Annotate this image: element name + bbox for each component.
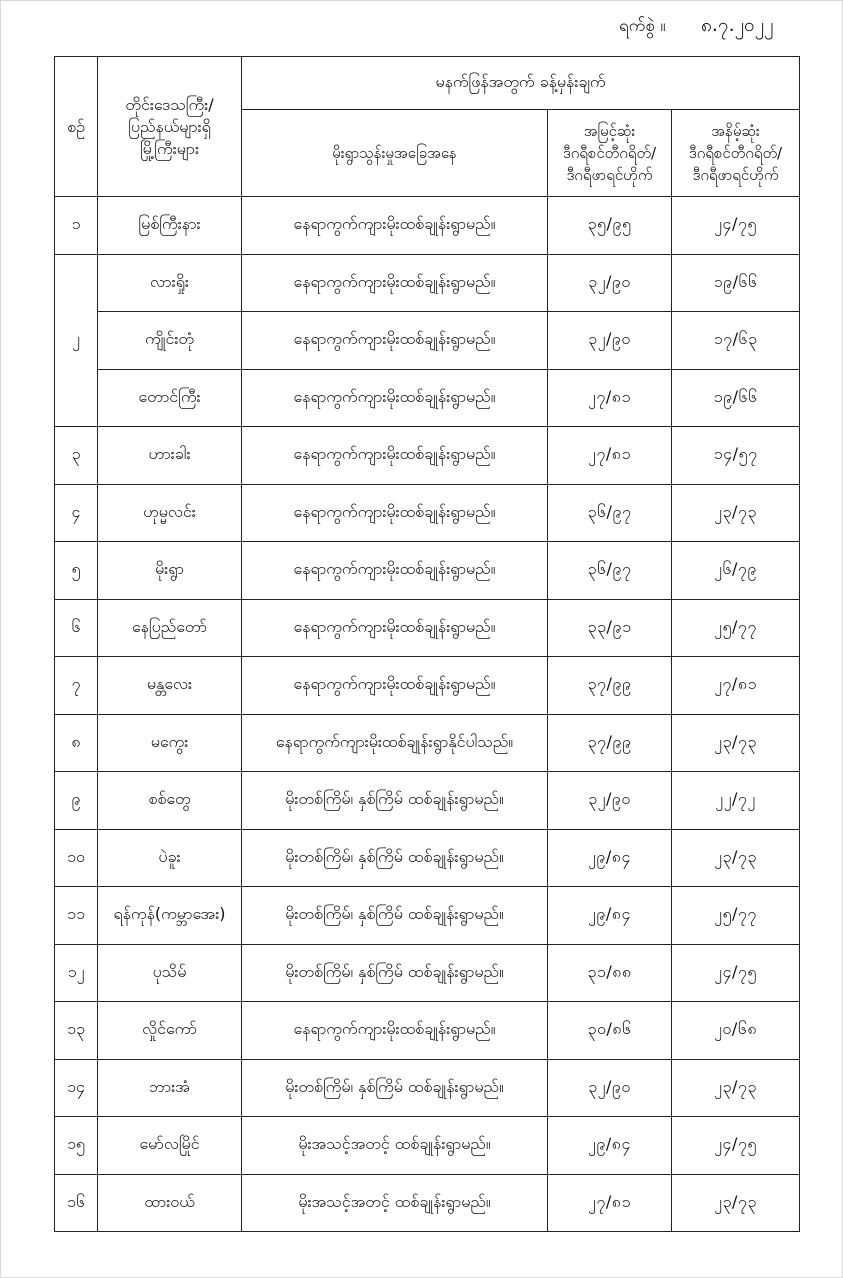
rain-condition: နေရာကွက်ကျားမိုးထစ်ချုန်းရွာမည်။ [242, 254, 548, 312]
header-region-line2: ပြည်နယ်များရှိ [128, 116, 211, 136]
city-name: နေပြည်တော် [98, 599, 242, 657]
rain-condition: မိုးတစ်ကြိမ်၊ နှစ်ကြိမ် ထစ်ချုန်းရွာမည်။ [242, 772, 548, 830]
rain-condition: နေရာကွက်ကျားမိုးထစ်ချုန်းရွာမည်။ [242, 312, 548, 370]
city-name: ထားဝယ် [98, 1174, 242, 1232]
max-temp: ၃၁/၈၈ [548, 944, 672, 1002]
max-temp: ၂၉/၈၄ [548, 887, 672, 945]
min-temp: ၁၉/၆၆ [672, 254, 800, 312]
max-temp: ၂၇/၈၁ [548, 427, 672, 485]
header-region-line3: မြို့ကြီးများ [139, 138, 199, 158]
table-row [55, 369, 800, 427]
header-min-line3: ဒီဂရီဖာရင်ဟိုက် [692, 166, 779, 184]
rain-condition: နေရာကွက်ကျားမိုးထစ်ချုန်းရွာနိုင်ပါသည်။ [242, 714, 548, 772]
max-temp: ၃၆/၉၇ [548, 542, 672, 600]
rain-condition: မိုးတစ်ကြိမ်၊ နှစ်ကြိမ် ထစ်ချုန်းရွာမည်။ [242, 1059, 548, 1117]
city-name: မိုးရွာ [98, 542, 242, 600]
rain-condition: နေရာကွက်ကျားမိုးထစ်ချုန်းရွာမည်။ [242, 542, 548, 600]
row-number: ၈ [55, 714, 98, 772]
city-name: လှိုင်ကော် [98, 1002, 242, 1060]
row-number: ၉ [55, 772, 98, 830]
min-temp: ၂၃/၇၃ [672, 484, 800, 542]
row-number: ၁၃ [55, 1002, 98, 1060]
row-number: ၄ [55, 484, 98, 542]
rain-condition: မိုးအသင့်အတင့် ထစ်ချုန်းရွာမည်။ [242, 1117, 548, 1175]
max-temp: ၃၇/၉၉ [548, 657, 672, 715]
max-temp: ၂၇/၈၁ [548, 1174, 672, 1232]
city-name: လားရှိုး [98, 254, 242, 312]
header-max-temp [548, 110, 672, 197]
row-number: ၇ [55, 657, 98, 715]
min-temp: ၂၃/၇၃ [672, 714, 800, 772]
min-temp: ၂၅/၇၇ [672, 887, 800, 945]
rain-condition: နေရာကွက်ကျားမိုးထစ်ချုန်းရွာမည်။ [242, 369, 548, 427]
row-number: ၂ [55, 254, 98, 427]
forecast-table [54, 56, 800, 1232]
header-region [98, 57, 242, 197]
row-number: ၁၁ [55, 887, 98, 945]
row-number: ၆ [55, 599, 98, 657]
max-temp: ၃၇/၉၉ [548, 714, 672, 772]
table-row [55, 197, 800, 255]
table-row [55, 484, 800, 542]
max-temp: ၂၉/၈၄ [548, 1117, 672, 1175]
min-temp: ၂၃/၇၃ [672, 829, 800, 887]
min-temp: ၁၇/၆၃ [672, 312, 800, 370]
rain-condition: မိုးတစ်ကြိမ်၊ နှစ်ကြိမ် ထစ်ချုန်းရွာမည်။ [242, 829, 548, 887]
min-temp: ၂၃/၇၃ [672, 1174, 800, 1232]
max-temp: ၃၂/၉၀ [548, 772, 672, 830]
max-temp: ၃၀/၈၆ [548, 1002, 672, 1060]
row-number: ၅ [55, 542, 98, 600]
row-number: ၁၆ [55, 1174, 98, 1232]
table-row [55, 427, 800, 485]
min-temp: ၂၄/၇၅ [672, 1117, 800, 1175]
min-temp: ၂၇/၈၁ [672, 657, 800, 715]
city-name: တောင်ကြီး [98, 369, 242, 427]
table-row [55, 944, 800, 1002]
min-temp: ၁၄/၅၇ [672, 427, 800, 485]
table-row [55, 312, 800, 370]
city-name: ပုသိမ် [98, 944, 242, 1002]
max-temp: ၂၇/၈၁ [548, 369, 672, 427]
table-row [55, 829, 800, 887]
city-name: ဟုမ္မလင်း [98, 484, 242, 542]
header-row-top [55, 57, 800, 110]
city-name: မန္တလေး [98, 657, 242, 715]
rain-condition: နေရာကွက်ကျားမိုးထစ်ချုန်းရွာမည်။ [242, 599, 548, 657]
date-label: ရက်စွဲ ။ [619, 15, 666, 36]
row-number: ၁၄ [55, 1059, 98, 1117]
header-max-line2: ဒီဂရီစင်တီဂရိတ်/ [562, 144, 657, 162]
city-name: မကွေး [98, 714, 242, 772]
row-number: ၁၅ [55, 1117, 98, 1175]
city-name: ဘားအံ [98, 1059, 242, 1117]
max-temp: ၃၂/၉၀ [548, 312, 672, 370]
header-max-line3: ဒီဂရီဖာရင်ဟိုက် [566, 166, 653, 184]
max-temp: ၃၂/၉၀ [548, 1059, 672, 1117]
table-row [55, 599, 800, 657]
min-temp: ၂၆/၇၉ [672, 542, 800, 600]
city-name: ပဲခူး [98, 829, 242, 887]
rain-condition: နေရာကွက်ကျားမိုးထစ်ချုန်းရွာမည်။ [242, 427, 548, 485]
date-header [561, 7, 801, 47]
header-region-line1: တိုင်းဒေသကြီး/ [125, 94, 214, 114]
header-forecast-group: မနက်ဖြန်အတွက် ခန့်မှန်းချက် [242, 57, 800, 110]
rain-condition: မိုးတစ်ကြိမ်၊ နှစ်ကြိမ် ထစ်ချုန်းရွာမည်။ [242, 887, 548, 945]
max-temp: ၂၉/၈၄ [548, 829, 672, 887]
row-number: ၃ [55, 427, 98, 485]
table-row [55, 887, 800, 945]
table-row [55, 1174, 800, 1232]
max-temp: ၃၅/၉၅ [548, 197, 672, 255]
max-temp: ၃၃/၉၁ [548, 599, 672, 657]
min-temp: ၂၀/၆၈ [672, 1002, 800, 1060]
min-temp: ၂၄/၇၅ [672, 944, 800, 1002]
row-number: ၁၀ [55, 829, 98, 887]
header-condition: မိုးရွာသွန်းမှုအခြေအနေ [242, 110, 548, 197]
rain-condition: နေရာကွက်ကျားမိုးထစ်ချုန်းရွာမည်။ [242, 1002, 548, 1060]
header-min-line1: အနိမ့်ဆုံး [711, 122, 760, 140]
city-name: ရန်ကုန်(ကမ္ဘာအေး) [98, 887, 242, 945]
rain-condition: နေရာကွက်ကျားမိုးထစ်ချုန်းရွာမည်။ [242, 197, 548, 255]
rain-condition: မိုးတစ်ကြိမ်၊ နှစ်ကြိမ် ထစ်ချုန်းရွာမည်။ [242, 944, 548, 1002]
row-number: ၁ [55, 197, 98, 255]
header-min-temp [672, 110, 800, 197]
table-row [55, 1002, 800, 1060]
table-row [55, 657, 800, 715]
city-name: ကျိုင်းတုံ [98, 312, 242, 370]
city-name: မြစ်ကြီးနား [98, 197, 242, 255]
min-temp: ၂၄/၇၅ [672, 197, 800, 255]
table-row [55, 714, 800, 772]
table-row [55, 254, 800, 312]
table-row [55, 542, 800, 600]
min-temp: ၂၅/၇၇ [672, 599, 800, 657]
city-name: ဟားခါး [98, 427, 242, 485]
date-value: ၈.၇.၂၀၂၂ [701, 14, 774, 36]
max-temp: ၃၆/၉၇ [548, 484, 672, 542]
min-temp: ၁၉/၆၆ [672, 369, 800, 427]
city-name: စစ်တွေ [98, 772, 242, 830]
table-row [55, 1117, 800, 1175]
table-row [55, 1059, 800, 1117]
row-number: ၁၂ [55, 944, 98, 1002]
header-max-line1: အမြင့်ဆုံး [583, 122, 636, 140]
header-min-line2: ဒီဂရီစင်တီဂရိတ်/ [688, 144, 783, 162]
rain-condition: နေရာကွက်ကျားမိုးထစ်ချုန်းရွာမည်။ [242, 657, 548, 715]
header-no: စဉ် [55, 57, 98, 197]
max-temp: ၃၂/၉၀ [548, 254, 672, 312]
rain-condition: မိုးအသင့်အတင့် ထစ်ချုန်းရွာမည်။ [242, 1174, 548, 1232]
city-name: မော်လမြိုင် [98, 1117, 242, 1175]
table-row [55, 772, 800, 830]
rain-condition: နေရာကွက်ကျားမိုးထစ်ချုန်းရွာမည်။ [242, 484, 548, 542]
min-temp: ၂၂/၇၂ [672, 772, 800, 830]
min-temp: ၂၃/၇၃ [672, 1059, 800, 1117]
